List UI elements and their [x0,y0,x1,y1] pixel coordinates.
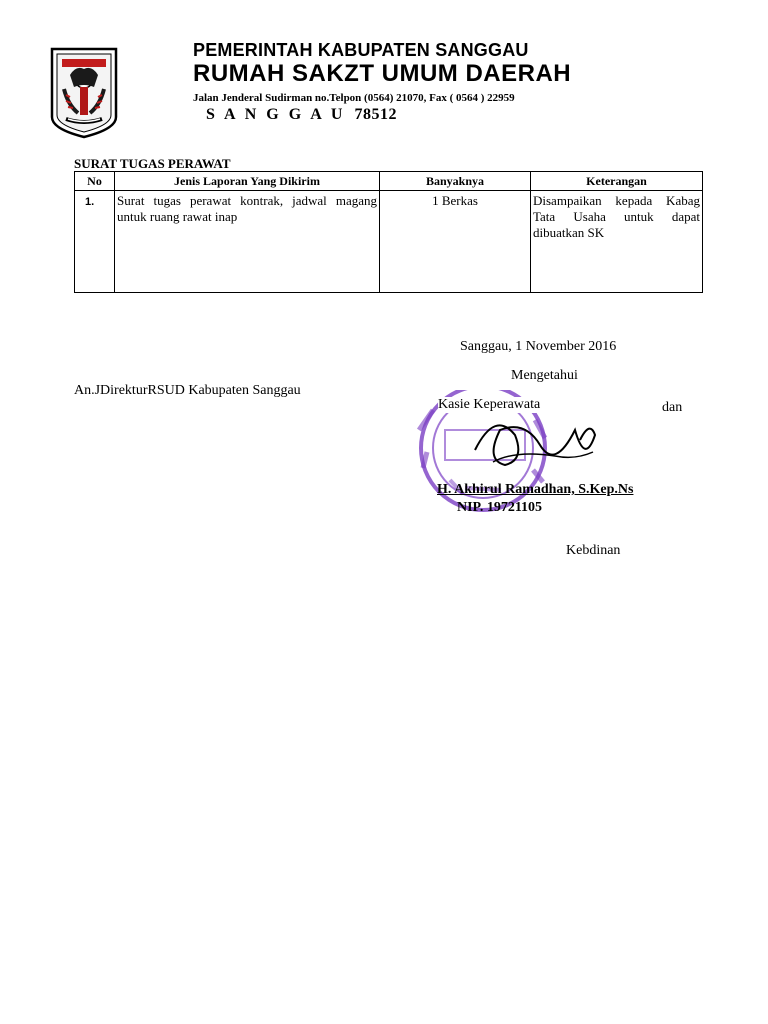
letterhead-address: Jalan Jenderal Sudirman no.Telpon (0564) 21070, Fax ( 0564 ) 22959 [193,92,515,104]
table-row [75,191,703,293]
header-no: No [75,172,115,191]
document-title: SURAT TUGAS PERAWAT [74,156,231,171]
regency-logo-icon [48,45,120,140]
report-table [74,171,703,293]
acknowledge-label: Mengetahui [511,368,578,383]
position-title: Kasie Keperawata [438,397,541,412]
cell-no: 1. [75,191,115,293]
letterhead-postcode: 78512 [354,106,397,123]
letterhead-government: PEMERINTAH KABUPATEN SANGGAU [193,40,529,60]
letterhead-city: S A N G G A U [206,106,346,123]
footer-word: Kebdinan [566,543,621,558]
header-banyaknya: Banyaknya [380,172,531,191]
header-keterangan: Keterangan [531,172,703,191]
cell-jenis: Surat tugas perawat kontrak, jadwal magang untuk ruang rawat inap [115,191,380,293]
letterhead-city-line [206,106,397,124]
cell-keterangan: Disampaikan kepada Kabag Tata Usaha untuk dapat dibuatkan SK [531,191,703,293]
conjunction-text: dan [662,400,683,415]
on-behalf-line: An.JDirekturRSUD Kabupaten Sanggau [74,383,301,398]
signer-nip: NIP. 19721105 [457,500,543,515]
table-header-row [75,172,703,191]
letterhead-hospital: RUMAH SAKZT UMUM DAERAH [193,60,572,87]
header-jenis: Jenis Laporan Yang Dikirim [115,172,380,191]
cell-banyaknya: 1 Berkas [380,191,531,293]
signer-name: H. Akhirul Ramadhan, S.Kep.Ns [437,482,634,497]
place-date: Sanggau, 1 November 2016 [460,339,617,354]
